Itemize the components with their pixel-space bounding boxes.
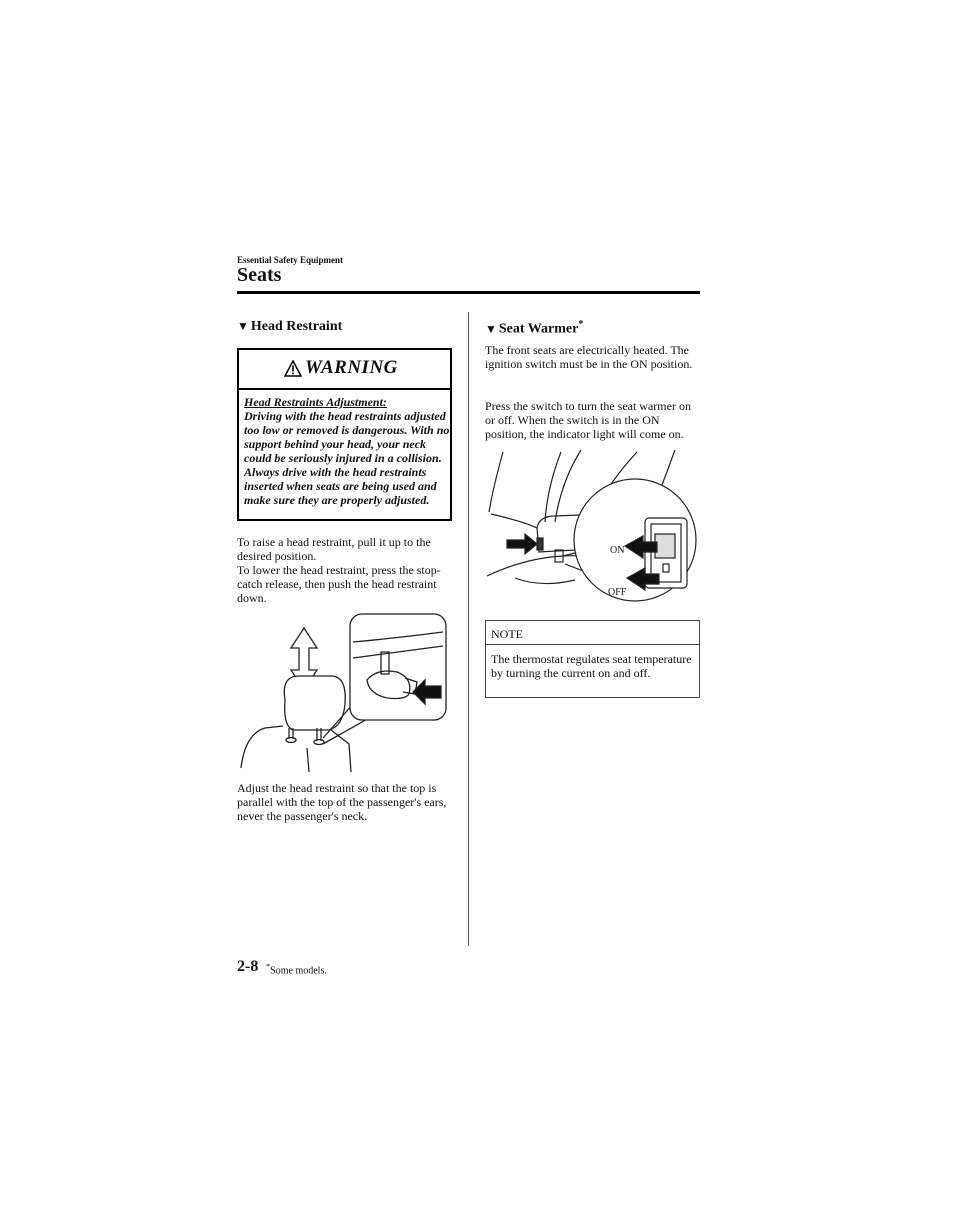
column-divider	[468, 312, 469, 946]
page-title: Seats	[237, 264, 282, 286]
footnote-star: *	[266, 962, 271, 971]
warning-header	[239, 350, 450, 390]
head-restraint-illustration	[237, 608, 455, 774]
warning-body	[244, 395, 452, 507]
warning-title: WARNING	[305, 357, 398, 378]
off-label: OFF	[608, 587, 627, 598]
on-label: ON	[610, 545, 625, 556]
triangle-marker-icon: ▼	[237, 319, 249, 333]
footnote-text: Some models.	[270, 965, 327, 977]
seat-warmer-heading	[485, 319, 583, 338]
warning-box	[237, 348, 452, 521]
head-restraint-heading	[237, 319, 342, 335]
note-box	[485, 620, 700, 698]
head-restraint-heading-text: Head Restraint	[250, 319, 343, 334]
note-body: The thermostat regulates seat temperature by turning the current on and off.	[491, 652, 692, 680]
note-title: NOTE	[491, 627, 523, 641]
raise-instruction: To raise a head restraint, pull it up to the desired position.	[237, 535, 431, 563]
warning-text: Driving with the head restraints adjusted too low or removed is dangerous. With no support behind your head, your neck could be seriously injured in a collision. Always drive with the head restraints inserted when seats are being used and make sure they are properly adjusted.	[244, 409, 450, 507]
section-label: Essential Safety Equipment	[237, 255, 344, 265]
adjustment-instruction: Adjust the head restraint so that the top is parallel with the top of the passenger's ears, never the passenger's neck.	[237, 781, 447, 823]
title-rule	[237, 291, 700, 294]
lower-instruction: To lower the head restraint, press the stop-catch release, then push the head restraint down.	[237, 563, 441, 605]
seat-warmer-intro: The front seats are electrically heated. The ignition switch must be in the ON position.	[485, 343, 693, 371]
pointer-arrow-icon	[507, 534, 537, 554]
warning-triangle-icon	[284, 360, 302, 377]
triangle-marker-icon: ▼	[485, 321, 497, 336]
note-header	[486, 621, 699, 645]
seat-warmer-illustration	[485, 448, 700, 608]
some-models-star: *	[578, 319, 584, 330]
footnote	[266, 962, 327, 976]
seat-warmer-heading-text: Seat Warmer	[498, 321, 579, 337]
seat-warmer-instruction: Press the switch to turn the seat warmer on or off. When the switch is in the ON position, the indicator light will come on.	[485, 399, 691, 441]
warning-subtitle: Head Restraints Adjustment:	[244, 395, 387, 409]
page-number: 2-8	[237, 958, 259, 975]
head-restraint-instructions	[237, 535, 455, 605]
